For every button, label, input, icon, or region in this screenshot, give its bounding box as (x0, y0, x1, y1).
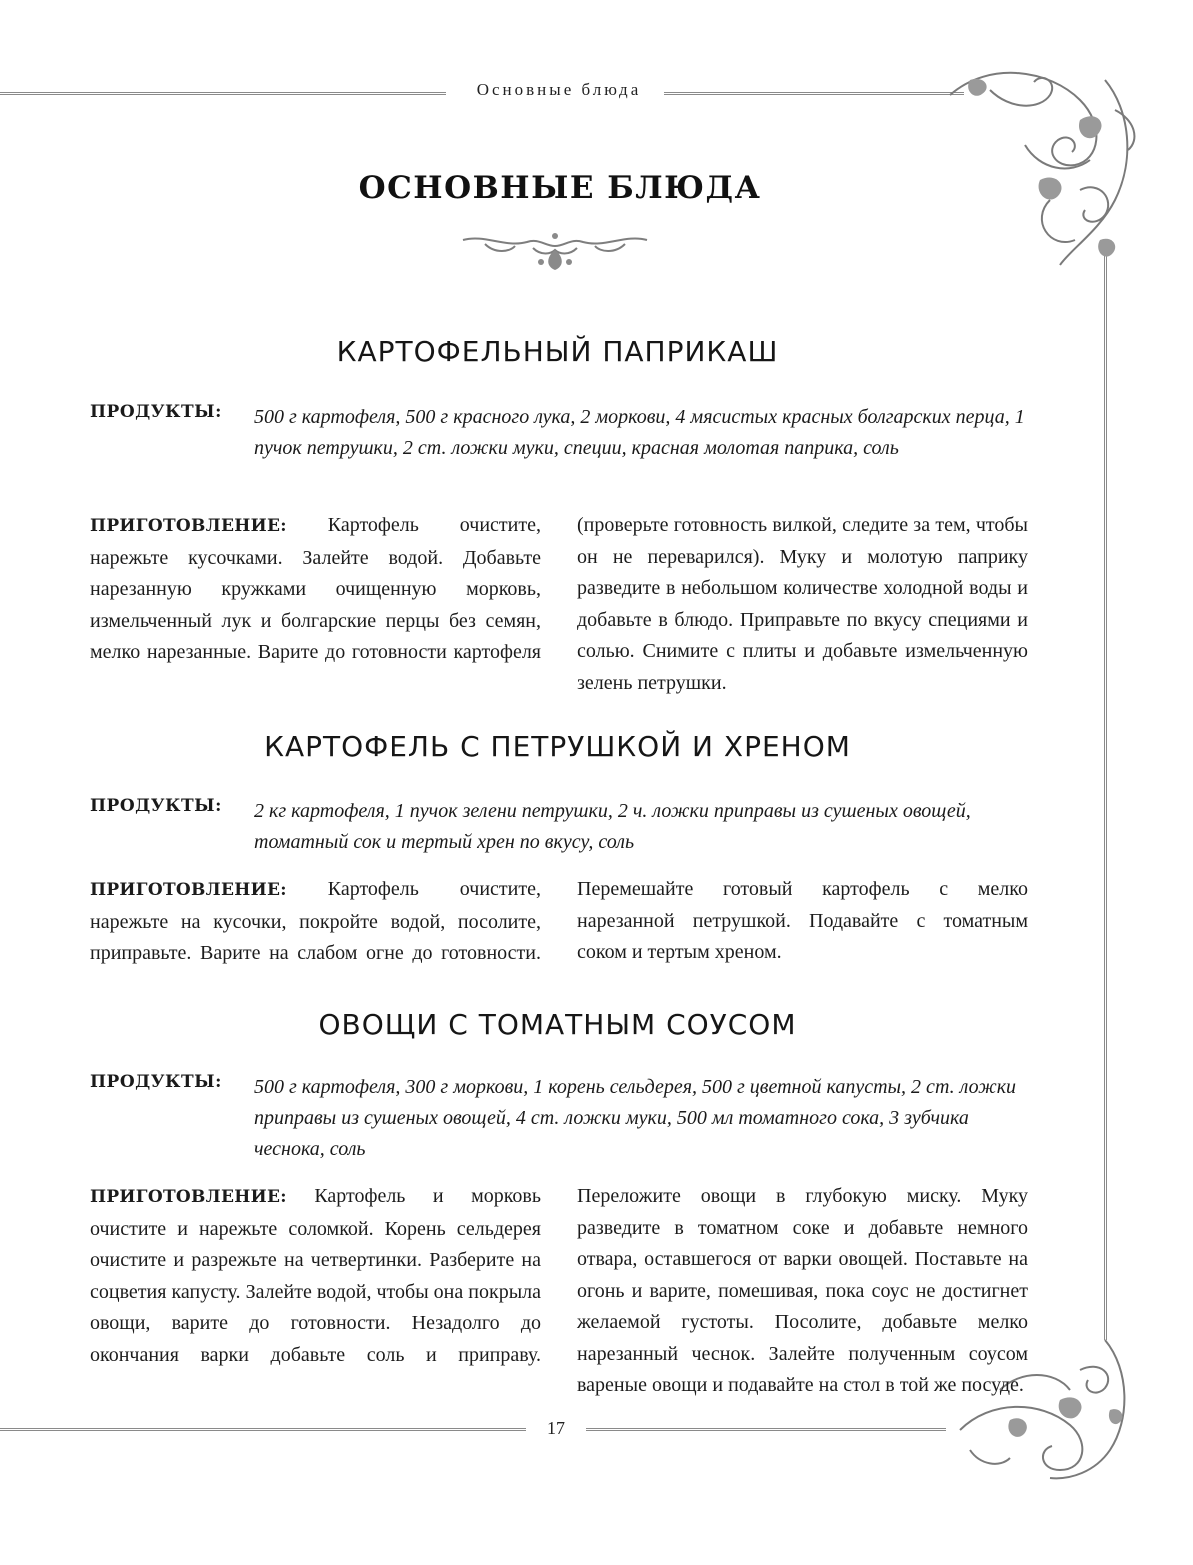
products-block (90, 1072, 1025, 1165)
preparation-label: ПРИГОТОВЛЕНИЕ: (90, 880, 287, 900)
products-block (90, 796, 1025, 858)
preparation-text: Картофель и морковь очистите и нарежьте соломкой. Корень сельдерея очистите и разрежьте на четвертинки. Разберите на соцветия капусту. Залейте водой, чтобы она покрыла овощи, варите до готовности. Незадолго до окончания варки добавьте соль и приправу. Переложите овощи в глубокую миску. Муку разведите в томатном соке и добавьте немного отвара, оставшегося от варки овощей. Поставьте на огонь и варите, помешивая, пока соус не достигнет желаемой густоты. Посолите, добавьте мелко нарезанный чеснок. Залейте полученным соусом вареные овощи и подавайте на стол в той же посуде. (90, 1185, 1028, 1396)
products-label: ПРОДУКТЫ: (90, 1072, 222, 1092)
frame-top-rule-left (0, 92, 446, 95)
main-title: ОСНОВНЫЕ БЛЮДА (358, 170, 762, 206)
preparation-block (90, 874, 1028, 970)
recipe-title: ОВОЩИ С ТОМАТНЫМ СОУСОМ (318, 1008, 797, 1041)
frame-top-rule-right (664, 92, 964, 95)
running-head: Основные блюда (476, 80, 642, 99)
products-label: ПРОДУКТЫ: (90, 796, 222, 816)
preparation-text: Картофель очистите, нарежьте на кусочки, покройте водой, посолите, приправьте. Варите на слабом огне до готовности. Перемешайте готовый картофель с мелко нарезанной петрушкой. Подавайте с томатным соком и тертым хреном. (90, 878, 1028, 964)
preparation-block (90, 1181, 1028, 1402)
products-label: ПРОДУКТЫ: (90, 402, 222, 422)
preparation-text: Картофель очистите, нарежьте кусочками. Залейте водой. Добавьте нарезанную кружками очищенную морковь, измельченный лук и болгарские перцы без семян, мелко нарезанные. Варите до готовности картофеля (проверьте готовность вилкой, следите за тем, чтобы он не переварился). Муку и молотую паприку разведите в небольшом количестве холодной воды и добавьте в блюдо. Приправьте по вкусу специями и солью. Снимите с плиты и добавьте измельченную зелень петрушки. (90, 514, 1028, 694)
frame-right-rule (1104, 250, 1107, 1340)
frame-bottom-rule-left (0, 1428, 526, 1431)
products-text: 2 кг картофеля, 1 пучок зелени петрушки, 2 ч. ложки приправы из сушеных овощей, томатный сок и тертый хрен по вкусу, соль (254, 800, 971, 853)
products-block (90, 402, 1025, 464)
recipe-title: КАРТОФЕЛЬ С ПЕТРУШКОЙ И ХРЕНОМ (264, 730, 851, 763)
preparation-label: ПРИГОТОВЛЕНИЕ: (90, 1187, 287, 1207)
preparation-block (90, 510, 1028, 699)
title-scroll-divider-icon (455, 226, 655, 274)
recipe-title: КАРТОФЕЛЬНЫЙ ПАПРИКАШ (336, 335, 779, 368)
products-text: 500 г картофеля, 500 г красного лука, 2 моркови, 4 мясистых красных болгарских перца, 1 пучок петрушки, 2 ст. ложки муки, специи, красная молотая паприка, соль (254, 406, 1025, 459)
page-number: 17 (547, 1418, 565, 1438)
preparation-label: ПРИГОТОВЛЕНИЕ: (90, 516, 287, 536)
frame-bottom-rule-right (586, 1428, 946, 1431)
corner-flourish-top-right-icon (930, 50, 1150, 280)
products-text: 500 г картофеля, 300 г моркови, 1 корень сельдерея, 500 г цветной капусты, 2 ст. ложки приправы из сушеных овощей, 4 ст. ложки муки, 500 мл томатного сока, 3 зубчика чеснока, соль (254, 1076, 1017, 1160)
